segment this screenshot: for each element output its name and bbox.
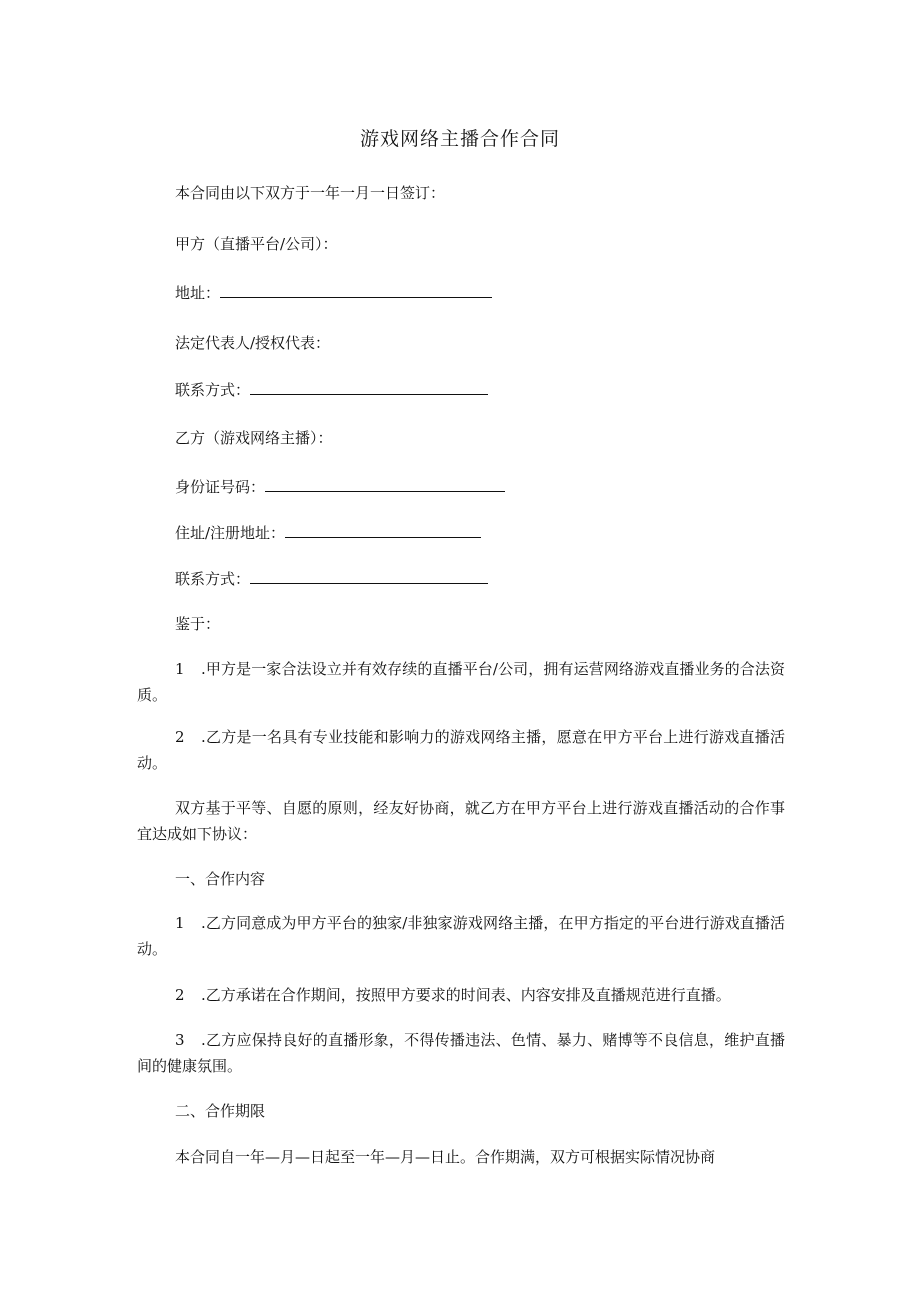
section-2-heading: 二、合作期限 bbox=[175, 1102, 266, 1120]
whereas-item-1-text: .甲方是一家合法设立并有效存续的直播平台/公司，拥有运营网络游戏直播业务的合法资质。 bbox=[137, 660, 785, 704]
party-a-contact-row bbox=[175, 379, 488, 400]
section-2-paragraph: 本合同自一年—月—日起至一年—月—日止。合作期满，双方可根据实际情况协商 bbox=[175, 1148, 716, 1166]
whereas-heading: 鉴于： bbox=[175, 615, 221, 633]
party-b-residence-row bbox=[175, 522, 481, 543]
whereas-item-2 bbox=[137, 724, 785, 776]
agreement-paragraph: 双方基于平等、自愿的原则，经友好协商，就乙方在甲方平台上进行游戏直播活动的合作事宜达成如下协议： bbox=[137, 799, 785, 843]
intro-line: 本合同由以下双方于一年一月一日签订： bbox=[175, 184, 446, 202]
party-b-residence-label: 住址/注册地址： bbox=[175, 524, 286, 542]
party-b-residence-blank[interactable] bbox=[285, 522, 481, 538]
party-b-contact-blank[interactable] bbox=[250, 568, 488, 584]
party-b-id-label: 身份证号码： bbox=[175, 478, 266, 496]
section-1-item-3-text: .乙方应保持良好的直播形象，不得传播违法、色情、暴力、赌博等不良信息，维护直播间的健康氛围。 bbox=[137, 1031, 785, 1075]
party-b-contact-row bbox=[175, 568, 488, 589]
section-1-heading: 一、合作内容 bbox=[175, 870, 266, 888]
party-a-rep-label: 法定代表人/授权代表： bbox=[175, 334, 331, 352]
party-b-heading: 乙方（游戏网络主播）： bbox=[175, 429, 333, 447]
party-b-id-blank[interactable] bbox=[265, 476, 505, 492]
section-1-item-1-number: 1 bbox=[175, 914, 185, 932]
whereas-item-2-text: .乙方是一名具有专业技能和影响力的游戏网络主播，愿意在甲方平台上进行游戏直播活动。 bbox=[137, 728, 785, 772]
party-a-heading: 甲方（直播平台/公司）： bbox=[175, 235, 338, 253]
section-1-item-3 bbox=[137, 1027, 785, 1079]
section-1-item-3-number: 3 bbox=[175, 1031, 185, 1049]
party-b-id-row bbox=[175, 476, 505, 497]
party-a-address-blank[interactable] bbox=[220, 282, 492, 298]
party-b-contact-label: 联系方式： bbox=[175, 570, 251, 588]
section-1-item-1 bbox=[137, 910, 785, 962]
party-a-contact-blank[interactable] bbox=[250, 379, 488, 395]
contract-title: 游戏网络主播合作合同 bbox=[359, 128, 560, 150]
party-a-address-row bbox=[175, 282, 492, 303]
section-1-item-2 bbox=[137, 982, 785, 1008]
whereas-item-2-number: 2 bbox=[175, 728, 185, 746]
section-1-item-2-number: 2 bbox=[175, 986, 185, 1004]
section-1-item-1-text: .乙方同意成为甲方平台的独家/非独家游戏网络主播，在甲方指定的平台进行游戏直播活动。 bbox=[137, 914, 785, 958]
whereas-item-1 bbox=[137, 656, 785, 708]
party-a-address-label: 地址： bbox=[175, 284, 221, 302]
whereas-item-1-number: 1 bbox=[175, 660, 185, 678]
party-a-contact-label: 联系方式： bbox=[175, 381, 251, 399]
section-1-item-2-text: .乙方承诺在合作期间，按照甲方要求的时间表、内容安排及直播规范进行直播。 bbox=[201, 986, 731, 1004]
